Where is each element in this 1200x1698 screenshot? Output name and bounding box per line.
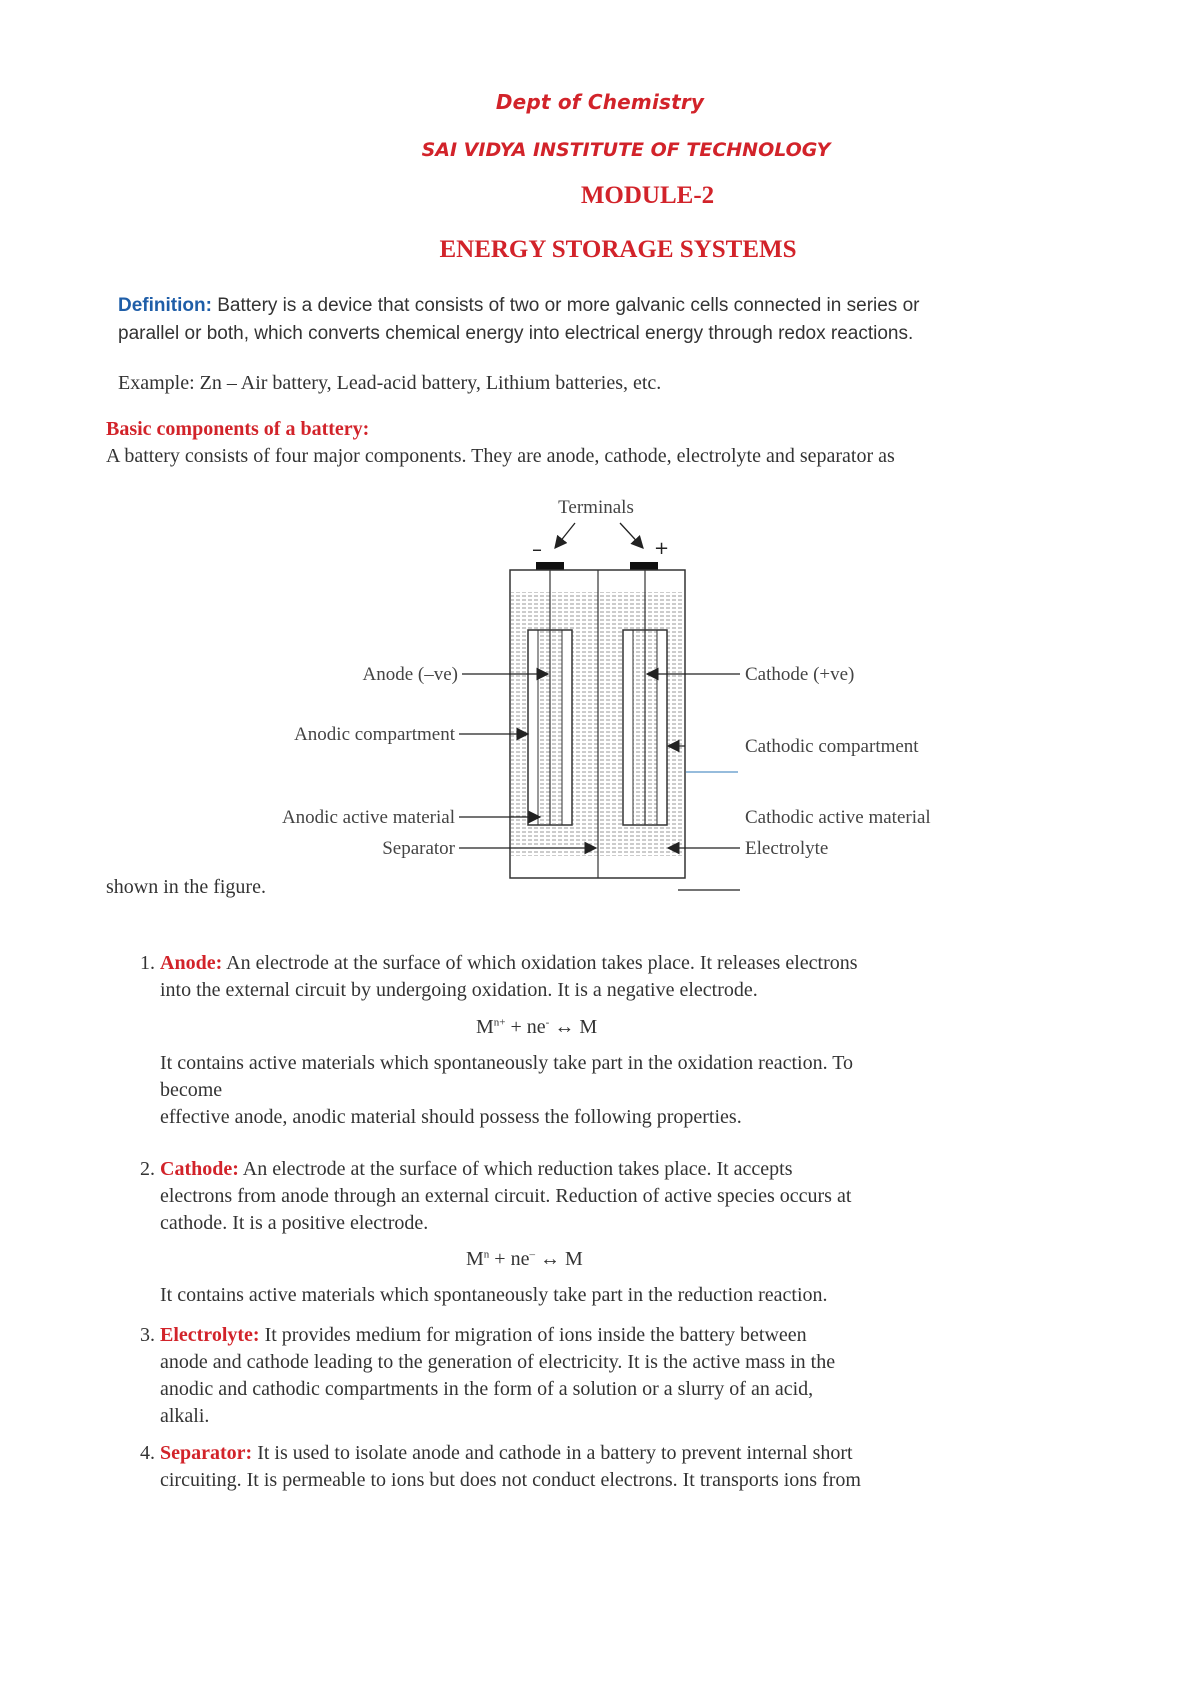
battery-figure (0, 490, 1200, 910)
separator-label: Separator (382, 838, 455, 859)
anode-description (160, 1050, 1070, 1131)
list-number: 4. (140, 1442, 155, 1464)
anode-label: Anode (–ve) (362, 664, 458, 685)
cathode-line2: electrons from anode through an external circuit. Reduction of active species occurs at (160, 1185, 852, 1207)
components-heading: Basic components of a battery: (106, 418, 370, 440)
components-after-figure: shown in the figure. (106, 876, 266, 898)
anode-equation (476, 1016, 597, 1039)
list-item-anode (140, 950, 1070, 1004)
cathode-line3: cathode. It is a positive electrode. (160, 1212, 429, 1234)
eq-electron-charge: – (529, 1248, 535, 1261)
anodic-compartment-label: Anodic compartment (294, 724, 455, 745)
eq-species: M (476, 1016, 494, 1038)
topic-title: ENERGY STORAGE SYSTEMS (439, 236, 797, 263)
anode-line1: An electrode at the surface of which oxidation takes place. It releases electrons (222, 952, 858, 974)
list-item-separator (140, 1440, 1070, 1494)
eq-electrons: + ne (489, 1248, 530, 1270)
example-line: Example: Zn – Air battery, Lead-acid battery, Lithium batteries, etc. (118, 372, 662, 394)
terminal-arrow-right (620, 523, 643, 548)
components-intro: A battery consists of four major components. They are anode, cathode, electrolyte and separator as (106, 445, 895, 467)
list-number: 3. (140, 1324, 155, 1346)
eq-charge: n (483, 1248, 490, 1261)
institute-header: SAI VIDYA INSTITUTE OF TECHNOLOGY (421, 139, 831, 161)
eq-species: M (466, 1248, 484, 1270)
electrolyte-title: Electrolyte: (160, 1324, 260, 1346)
negative-terminal (536, 562, 564, 570)
terminals-label: Terminals (558, 497, 634, 518)
definition-label: Definition: (118, 295, 212, 316)
module-title: MODULE-2 (580, 182, 715, 209)
positive-terminal (630, 562, 658, 570)
definition-line1: Battery is a device that consists of two or more galvanic cells connected in series or (211, 295, 920, 316)
list-number: 1. (140, 952, 155, 974)
eq-charge: n+ (493, 1016, 506, 1029)
electrolyte-label: Electrolyte (745, 838, 829, 859)
plus-sign: + (654, 538, 670, 559)
terminal-arrow-left (555, 523, 575, 548)
eq-product: ↔ M (534, 1248, 583, 1270)
dept-header: Dept of Chemistry (495, 90, 705, 114)
list-number: 2. (140, 1158, 155, 1180)
anodic-active-label: Anodic active material (281, 807, 455, 828)
electrolyte-line1: It provides medium for migration of ions inside the battery between (259, 1324, 807, 1346)
cathodic-active-label: Cathodic active material (745, 807, 931, 828)
eq-electrons: + ne (505, 1016, 546, 1038)
anode-after3: effective anode, anodic material should possess the following properties. (160, 1106, 742, 1128)
electrolyte-line3: anodic and cathodic compartments in the form of a solution or a slurry of an acid, (160, 1378, 814, 1400)
list-item-electrolyte (140, 1322, 1070, 1430)
anode-after2: become (160, 1079, 223, 1101)
list-item-cathode (140, 1156, 1070, 1237)
definition-paragraph (118, 292, 1058, 348)
electrolyte-line4: alkali. (160, 1405, 210, 1427)
eq-electron-charge: - (545, 1016, 550, 1029)
separator-line2: circuiting. It is permeable to ions but does not conduct electrons. It transports ions from (160, 1469, 861, 1491)
separator-title: Separator: (160, 1442, 253, 1464)
separator-line1: It is used to isolate anode and cathode in a battery to prevent internal short (252, 1442, 853, 1464)
minus-sign: – (532, 537, 542, 561)
cathodic-compartment-label: Cathodic compartment (745, 736, 919, 757)
anode-line2: into the external circuit by undergoing oxidation. It is a negative electrode. (160, 979, 758, 1001)
anode-title: Anode: (160, 952, 223, 974)
eq-product: ↔ M (549, 1016, 598, 1038)
cathode-equation (466, 1248, 583, 1271)
cathode-line1: An electrode at the surface of which reduction takes place. It accepts (238, 1158, 793, 1180)
cathode-title: Cathode: (160, 1158, 239, 1180)
definition-line2: parallel or both, which converts chemical energy into electrical energy through redox reactions. (118, 323, 914, 344)
electrolyte-line2: anode and cathode leading to the generation of electricity. It is the active mass in the (160, 1351, 836, 1373)
anode-after1: It contains active materials which spontaneously take part in the oxidation reaction. To (160, 1052, 854, 1074)
cathode-description: It contains active materials which spontaneously take part in the reduction reaction. (160, 1284, 828, 1306)
cathode-label: Cathode (+ve) (745, 664, 855, 685)
